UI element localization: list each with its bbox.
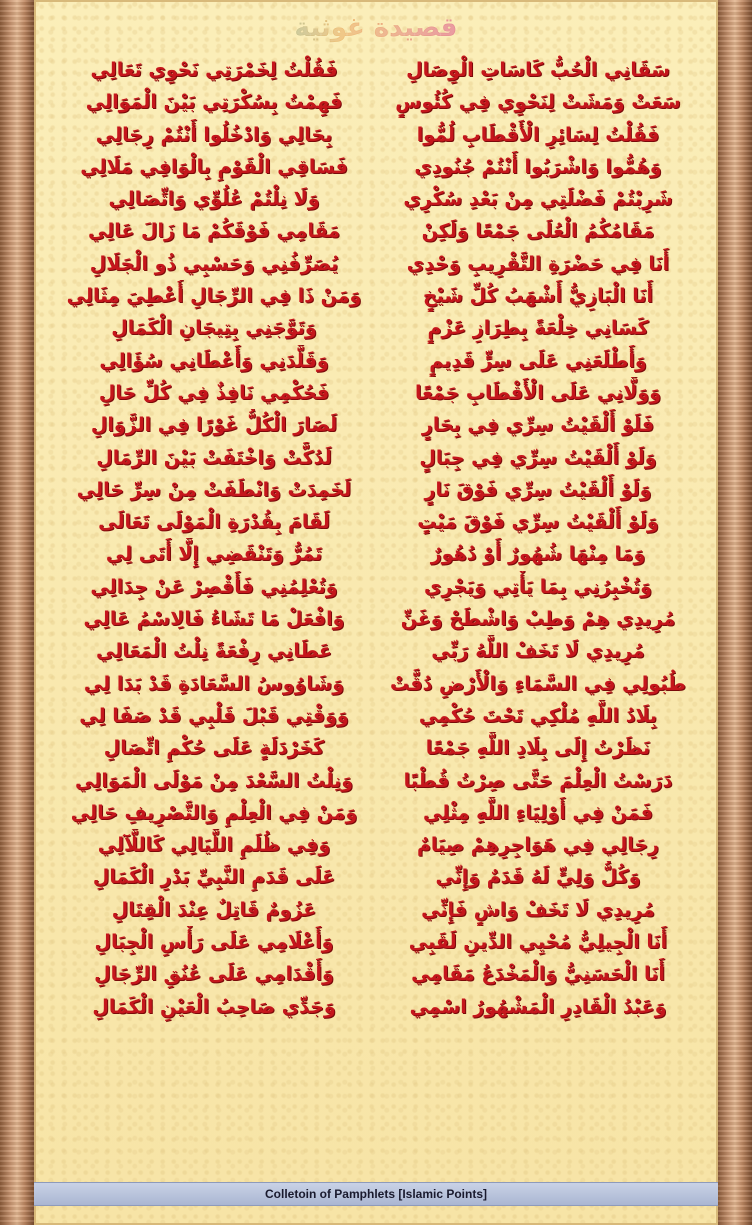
verse-second-hemistich: وَأَقْدَامِي عَلَى عُنُقِ الرِّجَالِ xyxy=(94,963,334,986)
verse-first-hemistich: مُرِيدِي لَا تَخَفْ وَاشٍ فَإِنِّي xyxy=(421,898,655,921)
verse-second-hemistich: عَلَى قَدَمِ النَّبِيِّ بَدْرِ الْكَمَالِ xyxy=(92,866,336,889)
verse-second-hemistich: يُصَرِّفُنِي وَحَسْبِي ذُو الْجَلَالِ xyxy=(89,252,339,275)
verse-second-hemistich: وَوَقْتِي قَبْلَ قَلْبِي قَدْ صَفَا لِي xyxy=(79,704,349,727)
verse-first-hemistich: طُبُولِي فِي السَّمَاءِ وَالْأَرْضِ دُقَّتْ xyxy=(390,672,686,695)
verse-second-hemistich: وَشَاوُوسُ السَّعَادَةِ قَدْ بَدَا لِي xyxy=(83,672,345,695)
verse-second-hemistich: وَتَوَّجَنِي بِتِيجَانِ الْكَمَالِ xyxy=(111,317,317,340)
verse-first-hemistich: شَرِبْتُمْ فَضْلَتِي مِنْ بَعْدِ سُكْرِي xyxy=(403,188,673,211)
verse-second-hemistich: وَتُعْلِمُنِي فَأَقْصِرْ عَنْ جِدَالِي xyxy=(90,575,338,598)
verse-second-hemistich: عَزُومٌ قَاتِلٌ عِنْدَ الْقِتَالِ xyxy=(111,898,317,921)
verse-second-hemistich: لَخَمِدَتْ وَانْطَفَتْ مِنْ سِرِّ حَالِي xyxy=(76,478,352,501)
verse-second-hemistich: تَمُرُّ وَتَنْقَضِي إِلَّا أَتَى لِي xyxy=(105,543,323,566)
verse-row xyxy=(64,119,688,151)
verse-row xyxy=(64,765,688,797)
parchment-page xyxy=(34,0,718,1225)
verse-second-hemistich: كَخَرْدَلَةٍ عَلَى حُكْمِ اتِّصَالِ xyxy=(103,737,325,760)
verse-row xyxy=(64,280,688,312)
verse-row xyxy=(64,506,688,538)
verse-row xyxy=(64,958,688,990)
verse-second-hemistich: فَهِمْتُ بِسُكْرَتِي بَيْنَ الْمَوَالِي xyxy=(85,91,343,114)
verse-row xyxy=(64,861,688,893)
verse-second-hemistich: وَلَا نِلْتُمْ عُلُوِّي وَاتِّصَالِي xyxy=(108,188,320,211)
verse-row xyxy=(64,312,688,344)
verse-row xyxy=(64,700,688,732)
verse-first-hemistich: بِلَادُ اللَّهِ مُلْكِي تَحْتَ حُكْمِي xyxy=(418,704,658,727)
verse-first-hemistich: وَوَلَّانِي عَلَى الْأَقْطَابِ جَمْعًا xyxy=(414,381,662,404)
verse-row xyxy=(64,54,688,86)
verse-first-hemistich: وَتُخْبِرُنِي بِمَا يَأْتِي وَيَجْرِي xyxy=(424,575,652,598)
verse-second-hemistich: وَمَنْ فِي الْعِلْمِ وَالتَّصْرِيفِ حَالِي xyxy=(70,801,358,824)
poem-title: قصيدة غوثية xyxy=(34,8,718,48)
verse-second-hemistich: فَحُكْمِي نَافِذٌ فِي كُلِّ حَالِ xyxy=(98,381,330,404)
verse-first-hemistich: وَعَبْدُ الْقَادِرِ الْمَشْهُورُ اسْمِي xyxy=(409,995,667,1018)
verse-second-hemistich: وَقَلَّدَنِي وَأَعْطَانِي سُؤَالِي xyxy=(99,349,329,372)
verse-row xyxy=(64,635,688,667)
verse-second-hemistich: وَمَنْ ذَا فِي الرِّجَالِ أُعْطِيَ مِثَالِي xyxy=(66,285,362,308)
verse-second-hemistich: وَأَعْلَامِي عَلَى رَأْسِ الْجِبَالِ xyxy=(94,931,334,954)
verse-second-hemistich: فَقُلْتُ لِخَمْرَتِي نَحْوِي تَعَالِي xyxy=(90,59,338,81)
verse-first-hemistich: فَقُلْتُ لِسَائِرِ الْأَقْطَابِ لُمُّوا xyxy=(416,123,660,146)
verse-second-hemistich: وَفِي ظُلَمِ اللَّيَالِي كَاللَّآلِي xyxy=(97,834,331,857)
verse-first-hemistich: فَمَنْ فِي أَوْلِيَاءِ اللَّهِ مِثْلِي xyxy=(423,801,653,824)
verse-row xyxy=(64,151,688,183)
verse-row xyxy=(64,86,688,118)
verse-first-hemistich: أَنَا الْبَازِيُّ أَشْهَبُ كُلِّ شَيْخٍ xyxy=(422,285,654,308)
verse-row xyxy=(64,926,688,958)
verse-first-hemistich: مُرِيدِي لَا تَخَفْ اللَّهُ رَبِّي xyxy=(431,640,645,663)
verse-first-hemistich: كَسَانِي خِلْعَةً بِطِرَازِ عَزْمٍ xyxy=(427,317,649,340)
footer-caption: Colletoin of Pamphlets [Islamic Points] xyxy=(34,1182,718,1206)
verse-first-hemistich: وَمَا مِنْهَا شُهُورٌ أَوْ دُهُورٌ xyxy=(430,543,646,566)
verse-second-hemistich: وَافْعَلْ مَا تَشَاءُ فَالِاسْمُ عَالِي xyxy=(83,608,345,631)
verse-row xyxy=(64,345,688,377)
verse-second-hemistich: عَطَانِي رِفْعَةً نِلْتُ الْمَعَالِي xyxy=(95,640,333,663)
verse-second-hemistich: وَنِلْتُ السَّعْدَ مِنْ مَوْلَى الْمَوَالِي xyxy=(74,769,353,792)
verse-first-hemistich: وَلَوْ أَلْقَيْتُ سِرِّي فَوْقَ نَارٍ xyxy=(424,478,652,501)
verse-first-hemistich: رِجَالِي فِي هَوَاجِرِهِمْ صِيَامٌ xyxy=(417,834,659,857)
verse-row xyxy=(64,829,688,861)
verse-first-hemistich: وَكُلُّ وَلِيٍّ لَهُ قَدَمٌ وَإِنِّي xyxy=(435,866,641,889)
verse-row xyxy=(64,377,688,409)
right-border-bar xyxy=(718,0,752,1225)
verse-first-hemistich: فَلَوْ أَلْقَيْتُ سِرِّي فِي بِحَارٍ xyxy=(421,414,655,437)
verse-row xyxy=(64,474,688,506)
verse-row xyxy=(64,538,688,570)
verse-first-hemistich: وَأَطْلَعَنِي عَلَى سِرٍّ قَدِيمٍ xyxy=(429,349,647,372)
verse-second-hemistich: فَسَاقِي الْقَوْمِ بِالْوَافِي مَلَالِي xyxy=(80,155,348,178)
verse-row xyxy=(64,409,688,441)
verse-row xyxy=(64,215,688,247)
verse-row xyxy=(64,668,688,700)
verse-row xyxy=(64,732,688,764)
verse-second-hemistich: بِحَالِي وَادْخُلُوا أَنْتُمْ رِجَالِي xyxy=(95,123,333,146)
verse-first-hemistich: مُرِيدِي هِمْ وَطِبْ وَاشْطَحْ وَغَنِّ xyxy=(400,608,676,631)
verse-first-hemistich: سَقَانِي الْحُبُّ كَاسَاتِ الْوِصَالِ xyxy=(406,59,670,81)
verse-second-hemistich: لَدُكَّتْ وَاخْتَفَتْ بَيْنَ الرِّمَالِ xyxy=(96,446,332,469)
verse-first-hemistich: وَلَوْ أَلْقَيْتُ سِرِّي فِي جِبَالٍ xyxy=(419,446,657,469)
left-border-bar xyxy=(0,0,34,1225)
verse-second-hemistich: وَجَدِّي صَاحِبُ الْعَيْنِ الْكَمَالِ xyxy=(92,995,336,1018)
verse-row xyxy=(64,894,688,926)
verse-first-hemistich: دَرَسْتُ الْعِلْمَ حَتَّى صِرْتُ قُطْبًا xyxy=(403,769,673,792)
verse-row xyxy=(64,442,688,474)
verse-row xyxy=(64,248,688,280)
verse-row xyxy=(64,797,688,829)
verse-row xyxy=(64,571,688,603)
verse-second-hemistich: لَصَارَ الْكُلُّ غَوْرًا فِي الزَّوَالِ xyxy=(90,414,338,437)
verse-second-hemistich: لَقَامَ بِقُدْرَةِ الْمَوْلَى تَعَالَى xyxy=(98,511,330,534)
verse-row xyxy=(64,183,688,215)
verse-second-hemistich: مَقَامِي فَوْقَكُمْ مَا زَالَ عَالِي xyxy=(87,220,341,243)
verse-list xyxy=(64,54,688,1023)
verse-first-hemistich: أَنَا الْجِيلِيُّ مُحْيِي الدِّينِ لَقَبِي xyxy=(408,931,668,954)
verse-first-hemistich: أَنَا الْحَسَنِيُّ وَالْمَخْدَعُ مَقَامِي xyxy=(411,963,665,986)
verse-first-hemistich: وَهُمُّوا وَاشْرَبُوا أَنْتُمْ جُنُودِي xyxy=(414,155,662,178)
verse-first-hemistich: وَلَوْ أَلْقَيْتُ سِرِّي فَوْقَ مَيْتٍ xyxy=(417,511,659,534)
verse-first-hemistich: نَظَرْتُ إِلَى بِلَادِ اللَّهِ جَمْعًا xyxy=(425,737,651,760)
verse-row xyxy=(64,603,688,635)
verse-row xyxy=(64,991,688,1023)
verse-first-hemistich: أَنَا فِي حَضْرَةِ التَّقْرِيبِ وَحْدِي xyxy=(406,252,670,275)
verse-first-hemistich: مَقَامُكُمُ الْعُلَى جَمْعًا وَلَكِنْ xyxy=(421,220,655,243)
verse-first-hemistich: سَعَتْ وَمَشَتْ لِنَحْوِي فِي كُئُوسٍ xyxy=(395,91,681,114)
